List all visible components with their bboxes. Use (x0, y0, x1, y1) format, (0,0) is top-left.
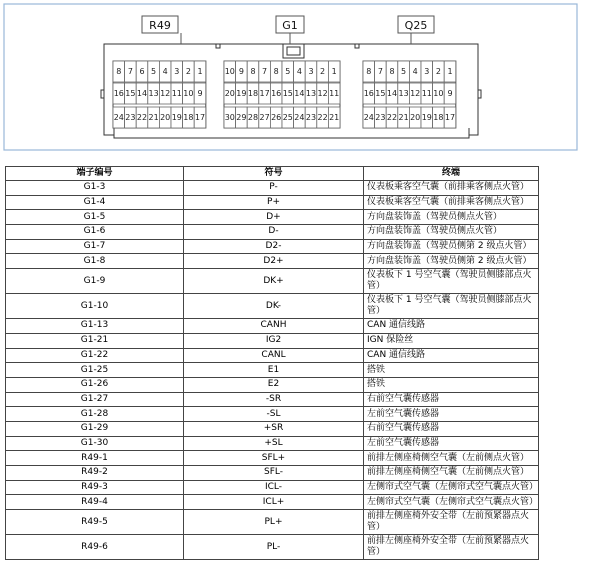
cell-terminal: G1-29 (6, 421, 184, 436)
header-symbol: 符号 (184, 167, 364, 181)
pin-number: 19 (171, 113, 182, 122)
pin-number: 8 (366, 67, 372, 76)
pin-number: 13 (305, 89, 317, 98)
pin-number: 9 (238, 67, 244, 76)
pin-number: 7 (262, 67, 268, 76)
pin-number: 16 (363, 89, 374, 98)
cell-terminal: G1-7 (6, 239, 184, 254)
cell-destination: 搭铁 (364, 377, 539, 392)
cell-destination: 方向盘装饰盖（驾驶员侧点火管） (364, 210, 539, 225)
pin-number: 6 (139, 67, 145, 76)
header-destination: 终端 (364, 167, 539, 181)
pin-number: 19 (236, 89, 247, 98)
connector-face-drawing (0, 0, 600, 160)
pin-number: 20 (160, 113, 171, 122)
pin-number: 10 (433, 89, 444, 98)
connector-diagram (0, 0, 600, 160)
pin-number: 16 (113, 89, 124, 98)
table-row (6, 510, 539, 535)
table-row (6, 348, 539, 363)
table-row (6, 333, 539, 348)
pin-number: 10 (183, 89, 194, 98)
pin-number: 12 (317, 89, 328, 98)
pin-number: 21 (398, 113, 409, 122)
pin-number: 21 (148, 113, 159, 122)
table-row (6, 377, 539, 392)
cell-terminal: R49-4 (6, 495, 184, 510)
pin-number: 5 (285, 67, 291, 76)
table-row (6, 392, 539, 407)
pin-number: 17 (444, 113, 456, 122)
cell-terminal: G1-26 (6, 377, 184, 392)
pin-number: 11 (329, 89, 340, 98)
table-row (6, 363, 539, 378)
pin-number: 17 (259, 89, 270, 98)
pin-number: 20 (410, 113, 421, 122)
cell-symbol: D- (184, 225, 364, 240)
pin-number: 4 (412, 67, 418, 76)
pin-number: 14 (294, 89, 305, 98)
table-row (6, 269, 539, 294)
cell-terminal: G1-10 (6, 294, 184, 319)
cell-destination: 右前空气囊传感器 (364, 392, 539, 407)
table-row (6, 436, 539, 451)
cell-symbol: PL- (184, 535, 364, 560)
pin-assignment-table (5, 166, 539, 560)
cell-symbol: DK+ (184, 269, 364, 294)
table-row (6, 421, 539, 436)
pin-number: 14 (136, 89, 148, 98)
pin-number: 1 (331, 67, 337, 76)
pin-number: 24 (363, 113, 374, 122)
pin-number: 7 (127, 67, 133, 76)
pin-number: 23 (125, 113, 136, 122)
cell-destination: 左前空气囊传感器 (364, 436, 539, 451)
cell-destination: 仪表板乘客空气囊（前排乘客侧点火管） (364, 195, 539, 210)
pin-number: 23 (305, 113, 317, 122)
cell-destination: 左侧帘式空气囊（左侧帘式空气囊点火管） (364, 495, 539, 510)
cell-symbol: CANL (184, 348, 364, 363)
cell-destination: 方向盘装饰盖（驾驶员侧第 2 级点火管） (364, 239, 539, 254)
table-row (6, 319, 539, 334)
table-row (6, 294, 539, 319)
header-terminal: 端子编号 (6, 167, 184, 181)
table-row (6, 480, 539, 495)
cell-symbol: ICL+ (184, 495, 364, 510)
cell-destination: 前排左侧座椅侧空气囊（左前侧点火管） (364, 451, 539, 466)
connector-label: G1 (282, 19, 298, 32)
cell-symbol: D2- (184, 239, 364, 254)
pin-number: 9 (447, 89, 453, 98)
cell-terminal: G1-25 (6, 363, 184, 378)
table-row (6, 466, 539, 481)
table-row (6, 535, 539, 560)
pin-number: 16 (271, 89, 282, 98)
pin-number: 9 (197, 89, 203, 98)
pin-number: 25 (282, 113, 293, 122)
cell-terminal: G1-9 (6, 269, 184, 294)
pin-number: 22 (386, 113, 398, 122)
pin-number: 8 (250, 67, 256, 76)
pin-number: 1 (447, 67, 453, 76)
pin-number: 24 (113, 113, 124, 122)
cell-symbol: IG2 (184, 333, 364, 348)
pin-number: 8 (273, 67, 279, 76)
pin-number: 2 (320, 67, 326, 76)
pin-number: 29 (236, 113, 247, 122)
table-row (6, 254, 539, 269)
pin-number: 18 (183, 113, 194, 122)
cell-terminal: R49-3 (6, 480, 184, 495)
cell-symbol: PL+ (184, 510, 364, 535)
cell-symbol: -SL (184, 407, 364, 422)
pin-number: 22 (317, 113, 328, 122)
cell-terminal: R49-2 (6, 466, 184, 481)
cell-symbol: P+ (184, 195, 364, 210)
table-row (6, 451, 539, 466)
cell-destination: 前排左侧座椅侧空气囊（左前侧点火管） (364, 466, 539, 481)
pin-number: 1 (197, 67, 203, 76)
pin-number: 14 (386, 89, 398, 98)
cell-terminal: R49-1 (6, 451, 184, 466)
cell-destination: 仪表板下 1 号空气囊（驾驶员侧膝部点火管） (364, 269, 539, 294)
cell-terminal: G1-27 (6, 392, 184, 407)
cell-symbol: ICL- (184, 480, 364, 495)
table-row (6, 239, 539, 254)
cell-symbol: E1 (184, 363, 364, 378)
table-row (6, 181, 539, 196)
table-row (6, 495, 539, 510)
pin-number: 10 (224, 67, 235, 76)
pin-number: 27 (259, 113, 270, 122)
table-header-row (6, 167, 539, 181)
pin-number: 21 (329, 113, 340, 122)
cell-destination: 仪表板乘客空气囊（前排乘客侧点火管） (364, 181, 539, 196)
cell-terminal: G1-30 (6, 436, 184, 451)
cell-destination: IGN 保险丝 (364, 333, 539, 348)
cell-terminal: R49-5 (6, 510, 184, 535)
pin-number: 2 (185, 67, 191, 76)
pin-number: 5 (401, 67, 407, 76)
cell-symbol: SFL+ (184, 451, 364, 466)
cell-symbol: P- (184, 181, 364, 196)
cell-terminal: G1-4 (6, 195, 184, 210)
cell-terminal: G1-6 (6, 225, 184, 240)
cell-destination: 前排左侧座椅外安全带（左前预紧器点火管） (364, 510, 539, 535)
pin-number: 13 (398, 89, 409, 98)
pin-number: 23 (375, 113, 386, 122)
pin-number: 30 (224, 113, 235, 122)
pin-number: 8 (389, 67, 395, 76)
cell-symbol: -SR (184, 392, 364, 407)
cell-terminal: G1-3 (6, 181, 184, 196)
pin-number: 24 (294, 113, 305, 122)
pin-number: 18 (247, 89, 259, 98)
pin-number: 11 (171, 89, 182, 98)
pin-number: 12 (410, 89, 421, 98)
pin-number: 4 (296, 67, 302, 76)
pin-number: 28 (247, 113, 259, 122)
cell-destination: 左侧帘式空气囊（左侧帘式空气囊点火管） (364, 480, 539, 495)
table-row (6, 225, 539, 240)
pin-number: 12 (160, 89, 171, 98)
cell-destination: 仪表板下 1 号空气囊（驾驶员侧膝部点火管） (364, 294, 539, 319)
cell-symbol: +SL (184, 436, 364, 451)
cell-destination: CAN 通信线路 (364, 348, 539, 363)
pin-number: 15 (375, 89, 386, 98)
cell-symbol: D+ (184, 210, 364, 225)
table-row (6, 195, 539, 210)
cell-destination: 方向盘装饰盖（驾驶员侧点火管） (364, 225, 539, 240)
pin-number: 11 (421, 89, 432, 98)
cell-terminal: G1-8 (6, 254, 184, 269)
table-row (6, 407, 539, 422)
pin-number: 22 (136, 113, 148, 122)
cell-destination: 右前空气囊传感器 (364, 421, 539, 436)
cell-terminal: G1-28 (6, 407, 184, 422)
pin-number: 2 (435, 67, 441, 76)
cell-symbol: SFL- (184, 466, 364, 481)
cell-destination: 搭铁 (364, 363, 539, 378)
pin-number: 15 (282, 89, 293, 98)
cell-terminal: G1-21 (6, 333, 184, 348)
pin-number: 8 (116, 67, 122, 76)
pin-number: 26 (271, 113, 282, 122)
pin-number: 13 (148, 89, 159, 98)
pin-number: 3 (308, 67, 314, 76)
pin-number: 3 (174, 67, 180, 76)
cell-destination: 方向盘装饰盖（驾驶员侧第 2 级点火管） (364, 254, 539, 269)
cell-symbol: E2 (184, 377, 364, 392)
table-row (6, 210, 539, 225)
cell-symbol: +SR (184, 421, 364, 436)
pin-number: 17 (194, 113, 206, 122)
cell-terminal: G1-13 (6, 319, 184, 334)
connector-label: R49 (149, 19, 171, 32)
cell-symbol: CANH (184, 319, 364, 334)
pin-number: 18 (433, 113, 444, 122)
cell-destination: 左前空气囊传感器 (364, 407, 539, 422)
cell-destination: CAN 通信线路 (364, 319, 539, 334)
cell-terminal: R49-6 (6, 535, 184, 560)
cell-destination: 前排左侧座椅外安全带（左前预紧器点火管） (364, 535, 539, 560)
pin-number: 19 (421, 113, 432, 122)
cell-symbol: DK- (184, 294, 364, 319)
cell-symbol: D2+ (184, 254, 364, 269)
pin-number: 3 (424, 67, 430, 76)
cell-terminal: G1-22 (6, 348, 184, 363)
pin-number: 7 (377, 67, 383, 76)
cell-terminal: G1-5 (6, 210, 184, 225)
pin-number: 5 (151, 67, 157, 76)
pin-number: 4 (162, 67, 168, 76)
pin-number: 15 (125, 89, 136, 98)
connector-label: Q25 (404, 19, 428, 32)
pin-number: 20 (224, 89, 235, 98)
